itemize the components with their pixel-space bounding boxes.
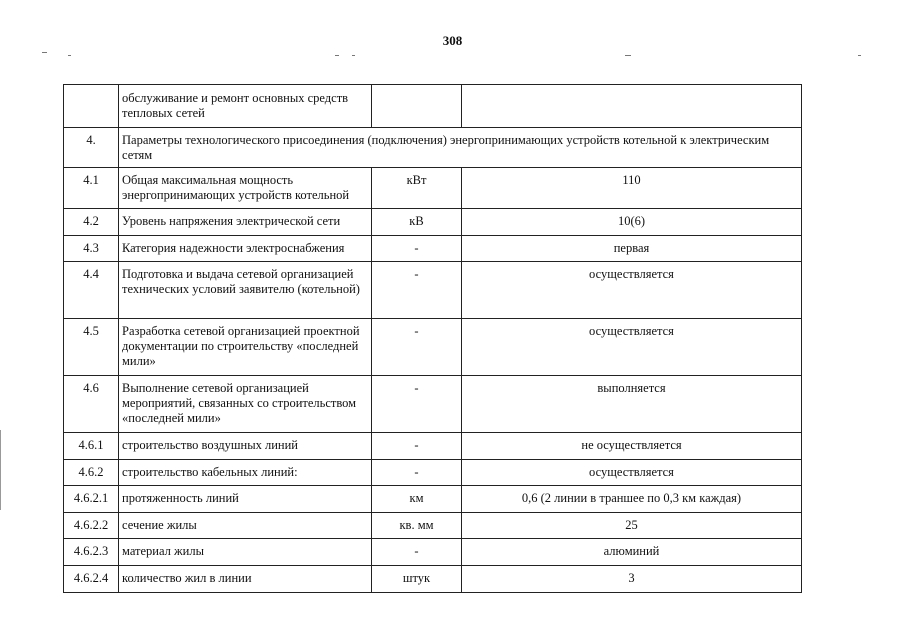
parameter-name: Общая максимальная мощность энергопринимающих устройств котельной bbox=[119, 168, 372, 209]
value-cell: выполняется bbox=[462, 376, 802, 433]
value-cell: первая bbox=[462, 236, 802, 262]
scan-artifact bbox=[42, 52, 47, 53]
row-number: 4. bbox=[64, 128, 119, 168]
row-number: 4.1 bbox=[64, 168, 119, 209]
parameters-table bbox=[63, 84, 802, 593]
row-number: 4.6.2.2 bbox=[64, 513, 119, 539]
row-number: 4.5 bbox=[64, 319, 119, 376]
scan-margin-line bbox=[0, 430, 1, 510]
value-cell: алюминий bbox=[462, 539, 802, 566]
value-cell bbox=[462, 85, 802, 128]
table-row bbox=[64, 486, 802, 513]
unit-cell: км bbox=[372, 486, 462, 513]
parameter-name: сечение жилы bbox=[119, 513, 372, 539]
row-number: 4.6.2.3 bbox=[64, 539, 119, 566]
scan-artifact bbox=[68, 55, 71, 56]
parameter-name: Выполнение сетевой организацией мероприятий, связанных со строительством «последней мили» bbox=[119, 376, 372, 433]
row-number: 4.6.2 bbox=[64, 460, 119, 486]
unit-cell: - bbox=[372, 319, 462, 376]
value-cell: 110 bbox=[462, 168, 802, 209]
parameter-name: Разработка сетевой организацией проектной документации по строительству «последней мили» bbox=[119, 319, 372, 376]
row-number: 4.6.2.1 bbox=[64, 486, 119, 513]
value-cell: 10(6) bbox=[462, 209, 802, 236]
value-cell: 25 bbox=[462, 513, 802, 539]
row-number: 4.3 bbox=[64, 236, 119, 262]
table-row bbox=[64, 85, 802, 128]
section-row bbox=[64, 128, 802, 168]
unit-cell: - bbox=[372, 236, 462, 262]
table-row bbox=[64, 209, 802, 236]
table-row bbox=[64, 319, 802, 376]
parameter-name: Категория надежности электроснабжения bbox=[119, 236, 372, 262]
parameter-name: Подготовка и выдача сетевой организацией технических условий заявителю (котельной) bbox=[119, 262, 372, 319]
table-row bbox=[64, 513, 802, 539]
row-number: 4.6.1 bbox=[64, 433, 119, 460]
scan-artifact bbox=[858, 55, 861, 56]
value-cell: 3 bbox=[462, 566, 802, 593]
table-row bbox=[64, 566, 802, 593]
unit-cell: кВт bbox=[372, 168, 462, 209]
page-number: 308 bbox=[442, 33, 463, 48]
unit-cell: кВ bbox=[372, 209, 462, 236]
table-row bbox=[64, 460, 802, 486]
parameter-name: Уровень напряжения электрической сети bbox=[119, 209, 372, 236]
parameter-name: материал жилы bbox=[119, 539, 372, 566]
row-number bbox=[64, 85, 119, 128]
table-row bbox=[64, 236, 802, 262]
row-number: 4.6.2.4 bbox=[64, 566, 119, 593]
parameter-name: строительство кабельных линий: bbox=[119, 460, 372, 486]
value-cell: осуществляется bbox=[462, 262, 802, 319]
parameter-name: количество жил в линии bbox=[119, 566, 372, 593]
section-title: Параметры технологического присоединения (подключения) энергопринимающих устройств котельной к электрическим сетям bbox=[119, 128, 802, 168]
value-cell: осуществляется bbox=[462, 319, 802, 376]
scan-artifact bbox=[335, 55, 339, 56]
scan-artifact bbox=[625, 55, 631, 56]
unit-cell: - bbox=[372, 539, 462, 566]
value-cell: 0,6 (2 линии в траншее по 0,3 км каждая) bbox=[462, 486, 802, 513]
value-cell: осуществляется bbox=[462, 460, 802, 486]
unit-cell: - bbox=[372, 460, 462, 486]
unit-cell: - bbox=[372, 433, 462, 460]
value-cell: не осуществляется bbox=[462, 433, 802, 460]
unit-cell: штук bbox=[372, 566, 462, 593]
unit-cell: - bbox=[372, 376, 462, 433]
table-row bbox=[64, 433, 802, 460]
unit-cell bbox=[372, 85, 462, 128]
scan-artifact bbox=[352, 55, 355, 56]
table-row bbox=[64, 376, 802, 433]
row-number: 4.4 bbox=[64, 262, 119, 319]
row-number: 4.2 bbox=[64, 209, 119, 236]
table-row bbox=[64, 539, 802, 566]
parameter-name: строительство воздушных линий bbox=[119, 433, 372, 460]
parameter-name: обслуживание и ремонт основных средств тепловых сетей bbox=[119, 85, 372, 128]
unit-cell: - bbox=[372, 262, 462, 319]
row-number: 4.6 bbox=[64, 376, 119, 433]
table-row bbox=[64, 168, 802, 209]
unit-cell: кв. мм bbox=[372, 513, 462, 539]
table-row bbox=[64, 262, 802, 319]
parameter-name: протяженность линий bbox=[119, 486, 372, 513]
